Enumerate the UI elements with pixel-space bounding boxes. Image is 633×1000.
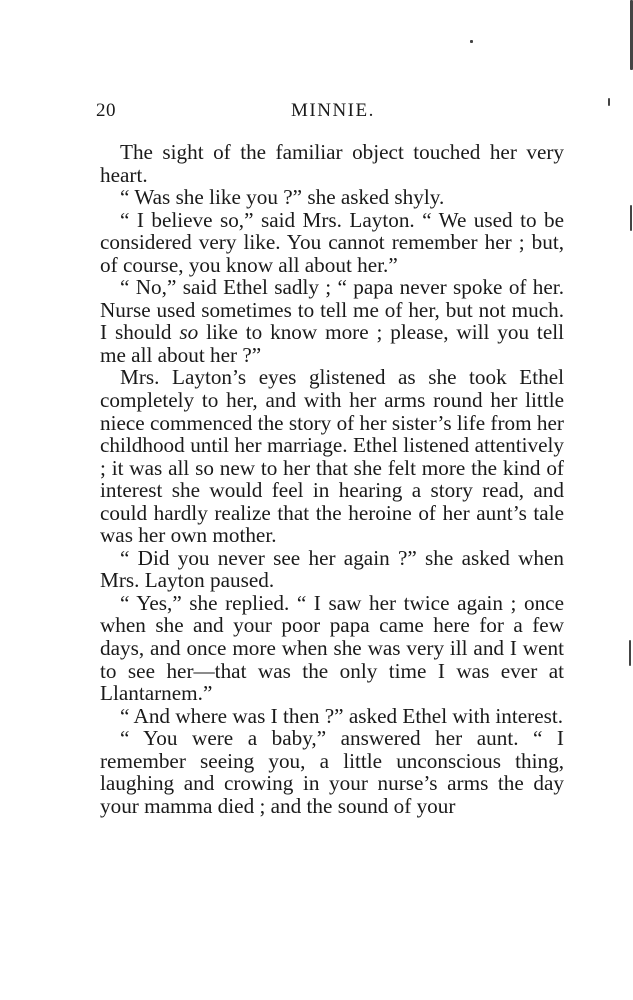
scan-mark — [629, 640, 631, 666]
paragraph: “ I believe so,” said Mrs. Layton. “ We used to be considered very like. You cannot remember her ; but, of course, you know all about her.” — [100, 207, 564, 277]
paragraph: Mrs. Layton’s eyes glistened as she took Ethel completely to her, and with her arms round her little niece commenced the story of her sister’s life from her childhood until her marriage. Ethel listened attentively ; it was all so new to her that she felt more the kind of interest she would feel in hearing a story read, and could hardly realize that the heroine of her aunt’s tale was her own mother. — [100, 365, 564, 548]
scan-mark — [608, 98, 610, 106]
scan-mark — [630, 205, 632, 231]
paragraph: The sight of the familiar object touched her very heart. — [100, 140, 564, 187]
paragraph: “ Was she like you ?” she asked shyly. — [120, 185, 445, 210]
scan-mark — [470, 40, 473, 43]
emphasis-word: so — [179, 320, 199, 345]
body-text — [100, 141, 564, 817]
paragraph — [100, 276, 564, 366]
paragraph: “ And where was I then ?” asked Ethel with interest. — [120, 703, 564, 728]
paragraph-text: like to know more ; please, will you tell me all about her ?” — [100, 320, 564, 367]
page-header — [96, 100, 564, 124]
running-head: MINNIE. — [291, 100, 375, 121]
page-number: 20 — [96, 100, 116, 121]
scan-edge — [625, 0, 633, 1000]
paragraph: “ You were a baby,” answered her aunt. “ I remember seeing you, a little unconscious thing, laughing and crowing in your nurse’s arms the day your mamma died ; and the sound of your — [100, 726, 564, 818]
paragraph: “ Did you never see her again ?” she asked when Mrs. Layton paused. — [100, 545, 564, 593]
paragraph-text: “ No,” said Ethel sadly ; “ papa never spoke of her. Nurse used sometimes to tell me of her, but not much. I should — [100, 275, 564, 345]
paragraph: “ Yes,” she replied. “ I saw her twice again ; once when she and your poor papa came here for a few days, and once more when she was very ill and I went to see her—that was the only time I was ever at Llantarnem.” — [100, 590, 564, 706]
